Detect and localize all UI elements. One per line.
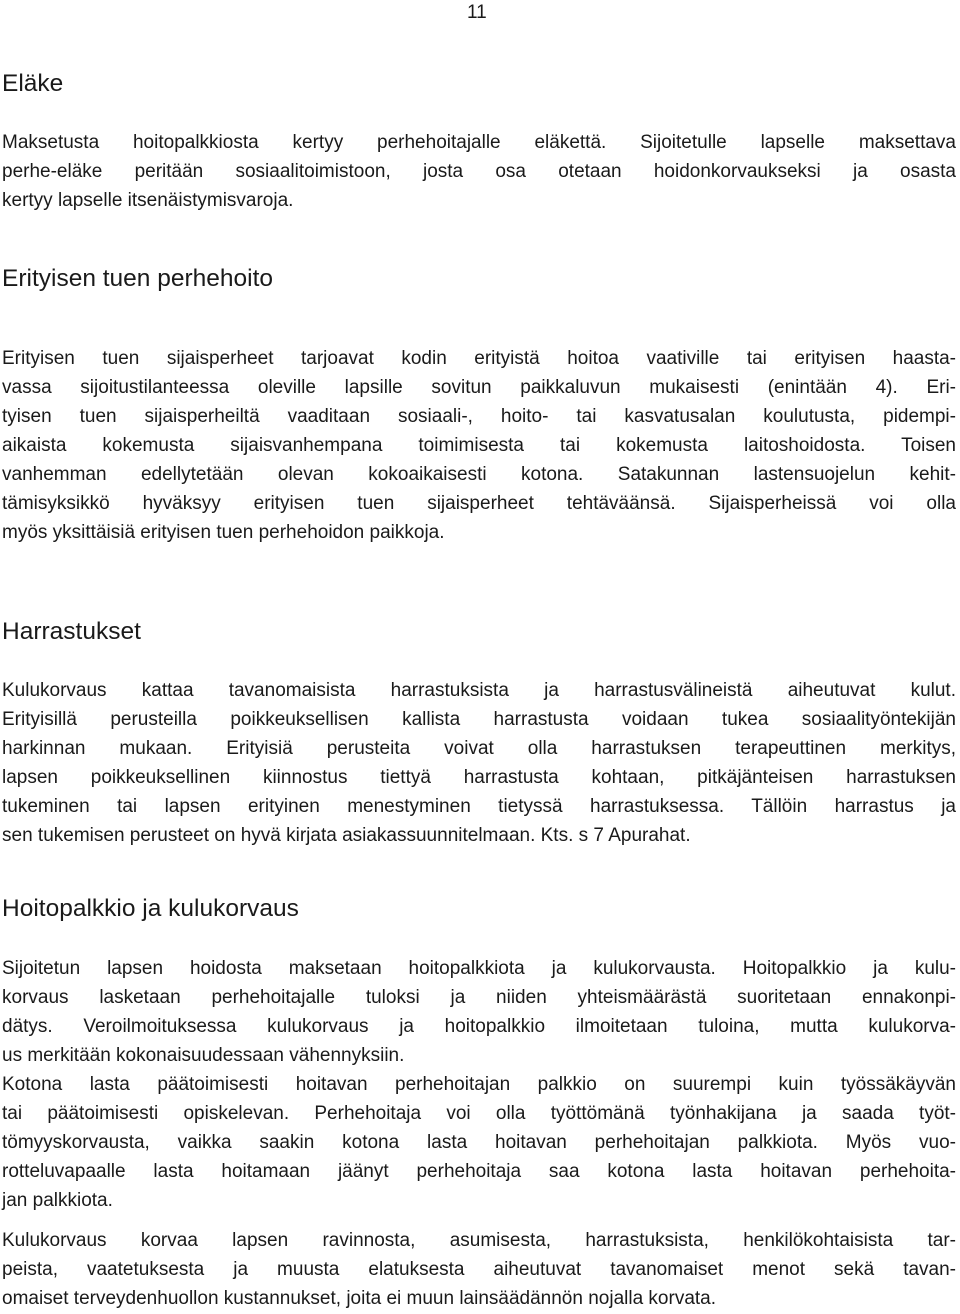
section-heading-elake: Eläke bbox=[2, 70, 64, 97]
text-line: sen tukemisen perusteet on hyvä kirjata asiakassuunnitelmaan. Kts. s 7 Apurahat. bbox=[2, 825, 691, 846]
section-paragraph bbox=[2, 344, 956, 547]
text-line: Erityisillä perusteilla poikkeuksellisen kallista harrastusta voidaan tukea sosiaalityöntekijän bbox=[2, 709, 956, 730]
text-line: myös yksittäisiä erityisen tuen perhehoidon paikkoja. bbox=[2, 522, 445, 543]
section-heading-harrastukset: Harrastukset bbox=[2, 618, 141, 645]
page-number: 11 bbox=[467, 2, 487, 23]
text-line: vanhemman edellytetään olevan kokoaikaisesti kotona. Satakunnan lastensuojelun kehit- bbox=[2, 464, 956, 485]
text-line: kertyy lapselle itsenäistymisvaroja. bbox=[2, 190, 294, 211]
text-line: omaiset terveydenhuollon kustannukset, joita ei muun lainsäädännön nojalla korvata. bbox=[2, 1288, 717, 1309]
text-line: tämisyksikkö hyväksyy erityisen tuen sijaisperheet tehtäväänsä. Sijaisperheissä voi olla bbox=[2, 493, 956, 514]
text-line: Sijoitetun lapsen hoidosta maksetaan hoitopalkkiota ja kulukorvausta. Hoitopalkkio ja kulu- bbox=[2, 958, 956, 979]
text-line: rotteluvapaalle lasta hoitamaan jäänyt perhehoitaja saa kotona lasta hoitavan perhehoita- bbox=[2, 1161, 956, 1182]
section-paragraph bbox=[2, 676, 956, 850]
text-line: Kulukorvaus korvaa lapsen ravinnosta, asumisesta, harrastuksista, henkilökohtaisista tar- bbox=[2, 1230, 956, 1251]
text-line: tömyyskorvausta, vaikka saakin kotona lasta hoitavan perhehoitajan palkkiota. Myös vuo- bbox=[2, 1132, 956, 1153]
text-line: dätys. Veroilmoituksessa kulukorvaus ja hoitopalkkio ilmoitetaan tuloina, mutta kulukorva- bbox=[2, 1016, 956, 1037]
text-line: us merkitään kokonaisuudessaan vähennyksiin. bbox=[2, 1045, 405, 1066]
section-paragraph bbox=[2, 128, 956, 215]
text-line: aikaista kokemusta sijaisvanhempana toimimisesta tai kokemusta laitoshoidosta. Toisen bbox=[2, 435, 956, 456]
text-line: jan palkkiota. bbox=[2, 1190, 113, 1211]
text-line: harkinnan mukaan. Erityisiä perusteita voivat olla harrastuksen terapeuttinen merkitys, bbox=[2, 738, 956, 759]
text-line: Maksetusta hoitopalkkiosta kertyy perhehoitajalle eläkettä. Sijoitetulle lapselle maksettava bbox=[2, 132, 956, 153]
section-heading-erityisen-tuen-perhehoito: Erityisen tuen perhehoito bbox=[2, 265, 274, 292]
text-line: tukeminen tai lapsen erityinen menestyminen tietyssä harrastuksessa. Tällöin harrastus ja bbox=[2, 796, 956, 817]
text-line: lapsen poikkeuksellinen kiinnostus tiettyä harrastusta kohtaan, pitkäjänteisen harrastuksen bbox=[2, 767, 956, 788]
text-line: tyisen tuen sijaisperheiltä vaaditaan sosiaali-, hoito- tai kasvatusalan koulutusta, pidempi- bbox=[2, 406, 956, 427]
text-line: peista, vaatetuksesta ja muusta elatuksesta aiheutuvat tavanomaiset menot sekä tavan- bbox=[2, 1259, 956, 1280]
text-line: vassa sijoitustilanteessa oleville lapsille sovitun paikkaluvun mukaisesti (enintään 4). Eri- bbox=[2, 377, 956, 398]
text-line: Kulukorvaus kattaa tavanomaisista harrastuksista ja harrastusvälineistä aiheutuvat kulut. bbox=[2, 680, 956, 701]
text-line: korvaus lasketaan perhehoitajalle tuloksi ja niiden yhteismäärästä suoritetaan ennakonpi- bbox=[2, 987, 956, 1008]
section-heading-hoitopalkkio-ja-kulukorvaus: Hoitopalkkio ja kulukorvaus bbox=[2, 895, 299, 922]
text-line: Kotona lasta päätoimisesti hoitavan perhehoitajan palkkio on suurempi kuin työssäkäyvän bbox=[2, 1074, 956, 1095]
section-paragraph bbox=[2, 1226, 956, 1313]
text-line: perhe-eläke peritään sosiaalitoimistoon, josta osa otetaan hoidonkorvaukseksi ja osasta bbox=[2, 161, 956, 182]
text-line: tai päätoimisesti opiskelevan. Perhehoitaja voi olla työttömänä työnhakijana ja saada työt- bbox=[2, 1103, 956, 1124]
text-line: Erityisen tuen sijaisperheet tarjoavat kodin erityistä hoitoa vaativille tai erityisen haasta- bbox=[2, 348, 956, 369]
section-paragraph bbox=[2, 954, 956, 1215]
